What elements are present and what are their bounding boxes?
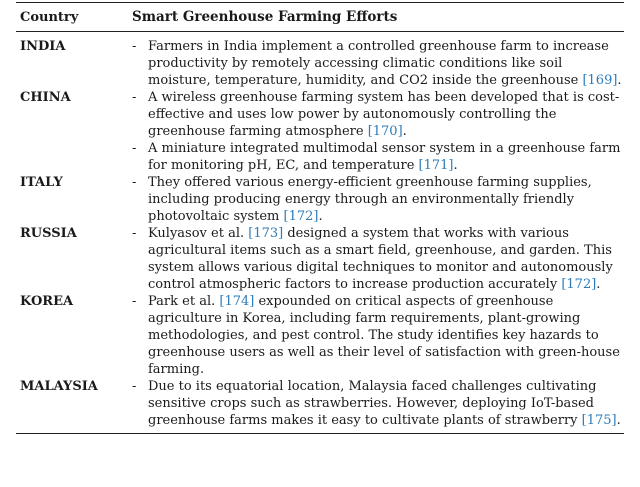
effort-text [148,378,624,429]
bullet-dash: - [132,90,137,105]
country-cell: ITALY [20,175,63,190]
citation-link[interactable]: [175] [581,413,617,428]
effort-item [132,89,624,140]
efforts-cell [132,225,624,293]
citation-link[interactable]: [171] [418,158,454,173]
effort-text-segment: . [617,73,622,88]
effort-text-segment: Due to its equatorial location, Malaysia faced challenges cultivating sensitive crops such as strawberries. However, deploying IoT-based greenhouse farms makes it easy to cultivate plants of strawberry [148,379,597,428]
effort-item [132,140,624,174]
effort-text-segment: . [596,277,601,292]
efforts-cell [132,293,624,378]
efforts-cell [132,89,624,174]
country-cell: INDIA [20,39,66,54]
header-country: Country [20,9,79,25]
effort-text-segment: Kulyasov et al. [148,226,249,241]
citation-link[interactable]: [172] [283,209,319,224]
bullet-dash: - [132,379,137,394]
effort-text [148,174,624,225]
table-row [16,378,624,429]
effort-text-segment: designed a system that works with various agricultural items such as a smart field, greenhouse, and garden. This system allows various digital techniques to monitor and autonomously control atmospheric factors to increase production accurately [148,226,613,292]
efforts-cell [132,38,624,89]
effort-item [132,38,624,89]
country-cell: KOREA [20,294,74,309]
table-row [16,38,624,89]
effort-text-segment: . [318,209,323,224]
effort-text-segment: Park et al. [148,294,220,309]
effort-text [148,38,624,89]
bullet-dash: - [132,141,137,156]
citation-link[interactable]: [174] [219,294,255,309]
table-body [16,32,624,429]
bottom-rule [16,433,624,434]
bullet-dash: - [132,39,137,54]
table-row [16,89,624,174]
effort-item [132,378,624,429]
header-efforts: Smart Greenhouse Farming Efforts [132,9,398,25]
effort-text [148,140,624,174]
effort-item [132,293,624,378]
effort-item [132,174,624,225]
country-cell: RUSSIA [20,226,77,241]
effort-text-segment: Farmers in India implement a controlled greenhouse farm to increase productivity by remotely accessing climatic conditions like soil moisture, temperature, humidity, and CO2 inside the greenhouse [148,39,609,88]
table-row [16,225,624,293]
citation-link[interactable]: [170] [367,124,403,139]
effort-text-segment: expounded on critical aspects of greenhouse agriculture in Korea, including farm requirements, plant-growing methodologies, and pest control. The study identifies key hazards to greenhouse users as well as their level of satisfaction with green-house farming. [148,294,620,377]
bullet-dash: - [132,175,137,190]
efforts-table [16,2,624,434]
effort-text [148,89,624,140]
table-header [16,3,624,31]
effort-text-segment: A miniature integrated multimodal sensor system in a greenhouse farm for monitoring pH, EC, and temperature [148,141,621,173]
efforts-cell [132,174,624,225]
table-row [16,293,624,378]
effort-text [148,225,624,293]
effort-text-segment: A wireless greenhouse farming system has been developed that is cost-effective and uses low power by autonomously controlling the greenhouse farming atmosphere [148,90,620,139]
table-row [16,174,624,225]
effort-text [148,293,624,378]
bullet-dash: - [132,294,137,309]
effort-text-segment: . [453,158,458,173]
effort-text-segment: . [402,124,407,139]
bullet-dash: - [132,226,137,241]
effort-text-segment: They offered various energy-efficient greenhouse farming supplies, including producing energy through an environmentally friendly photovoltaic system [148,175,592,224]
effort-text-segment: . [616,413,621,428]
citation-link[interactable]: [172] [561,277,597,292]
citation-link[interactable]: [173] [248,226,284,241]
efforts-cell [132,378,624,429]
citation-link[interactable]: [169] [582,73,618,88]
country-cell: MALAYSIA [20,379,98,394]
effort-item [132,225,624,293]
country-cell: CHINA [20,90,71,105]
